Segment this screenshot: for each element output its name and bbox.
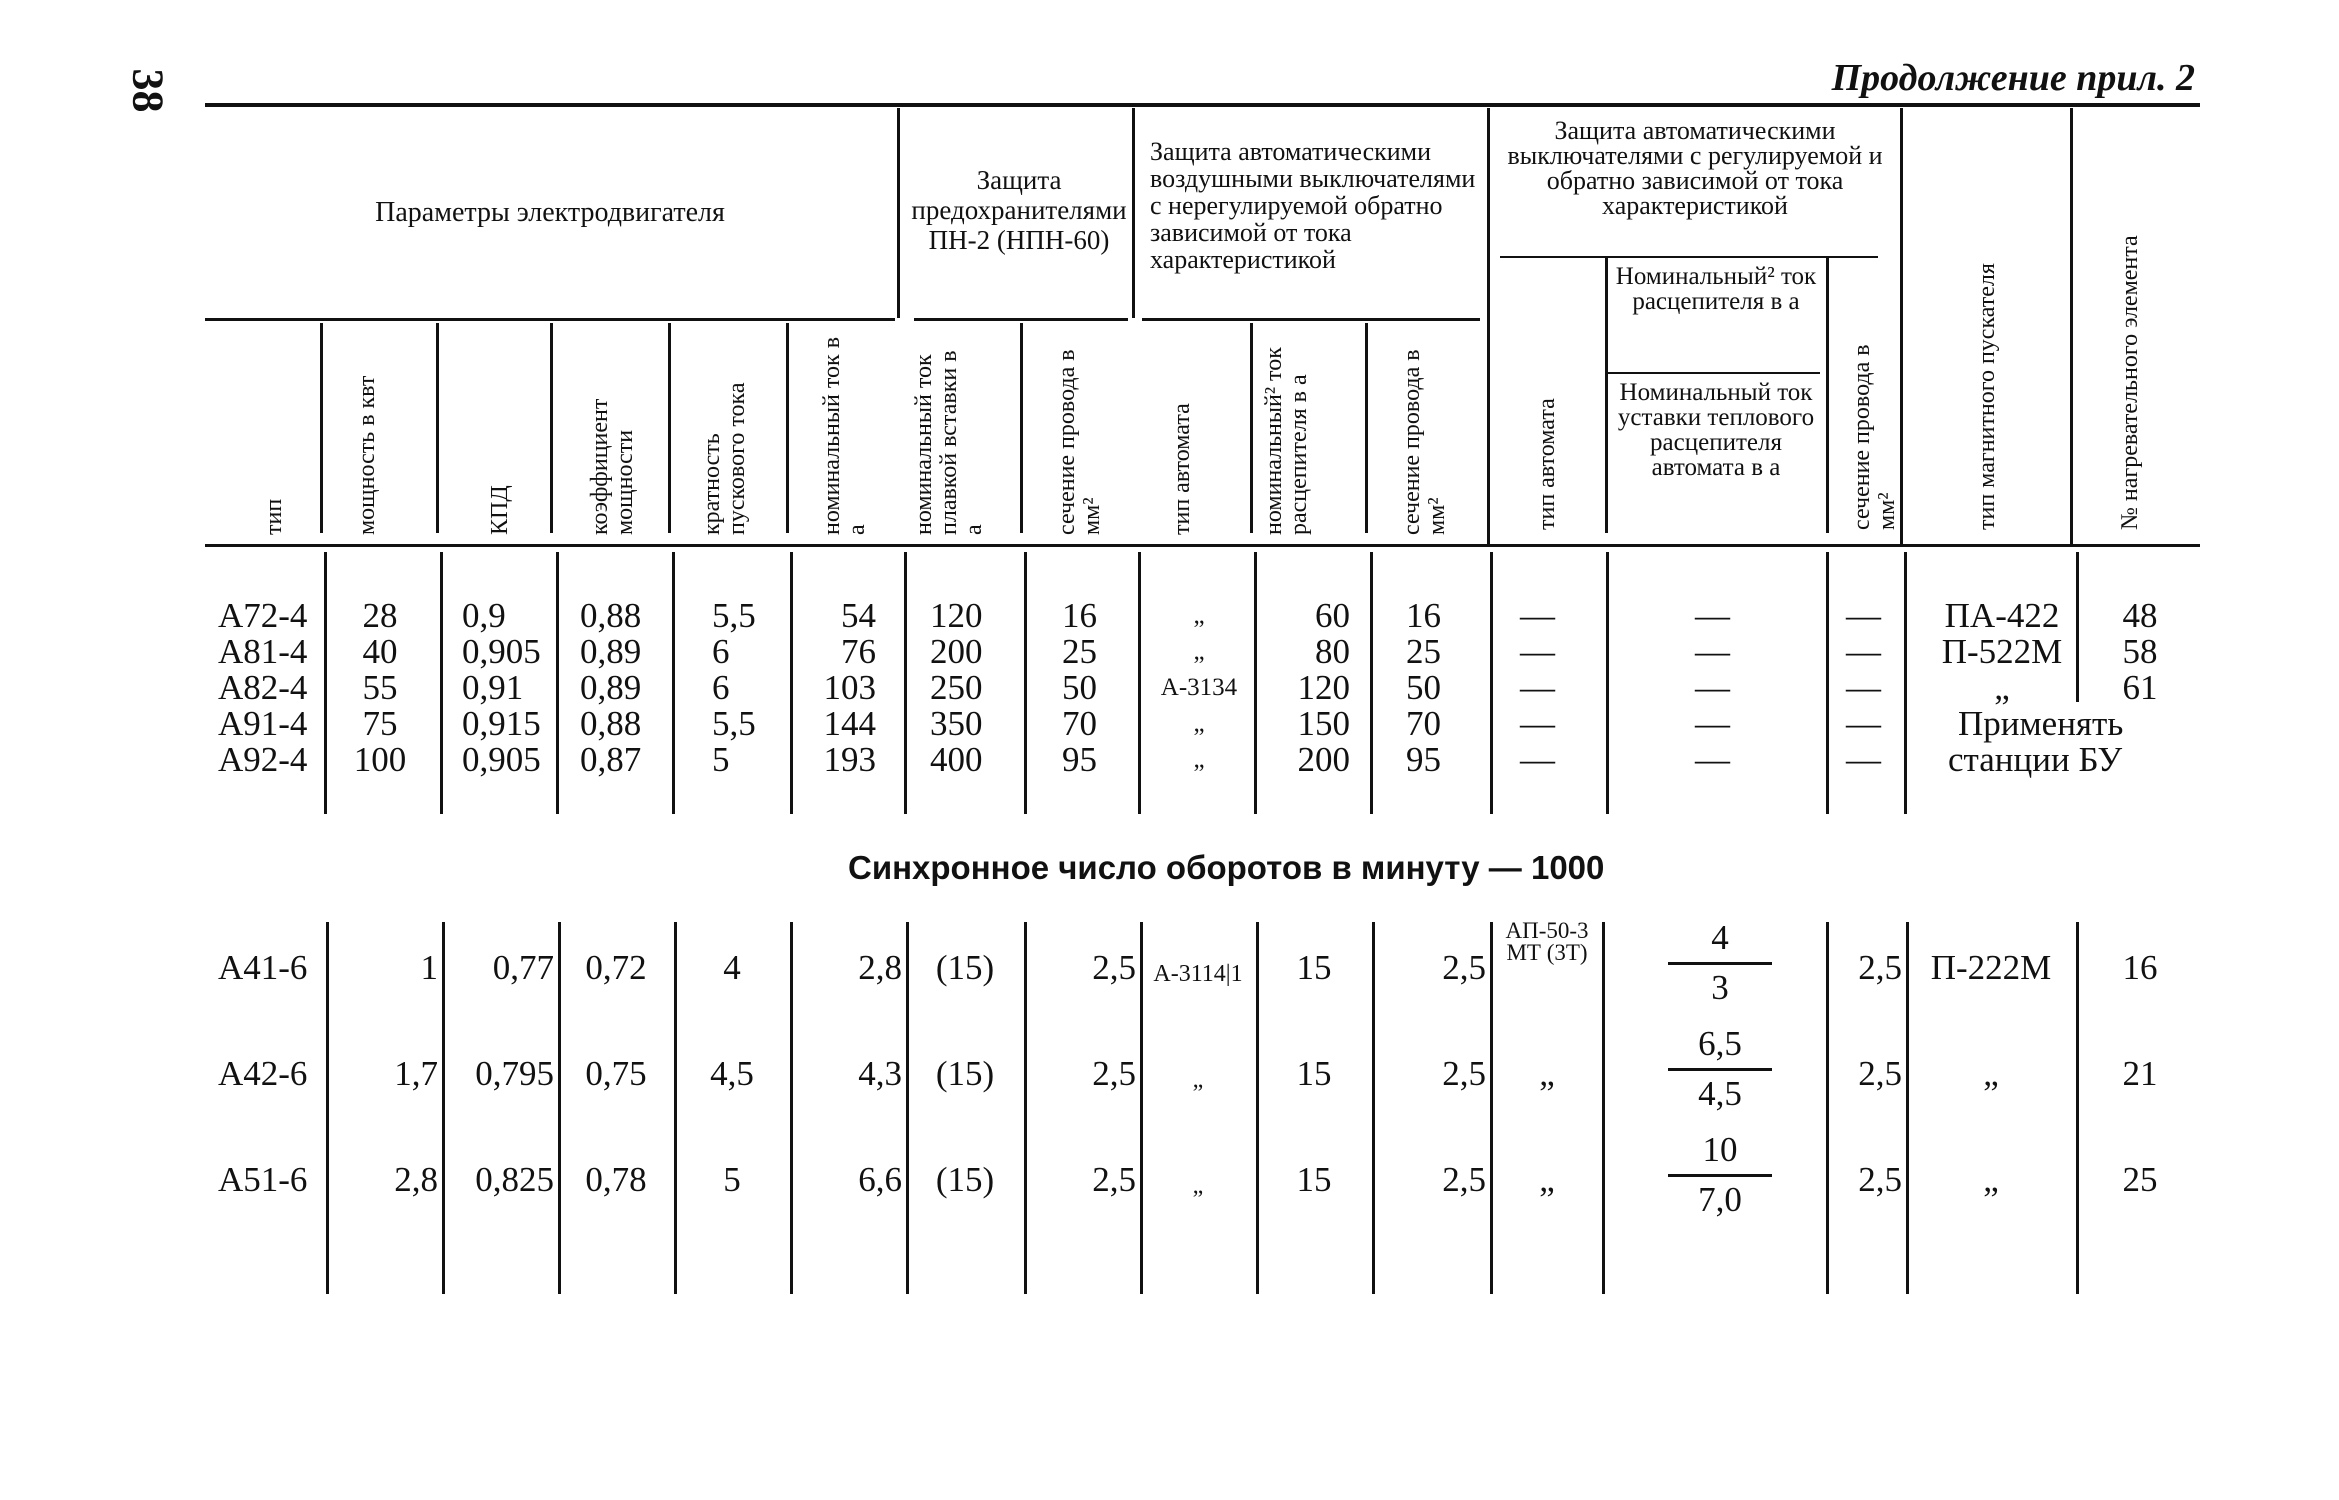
s1-adj-wire-dashes: — — — — — [1846, 596, 1881, 779]
s2-fraction-denominator: 3 [1711, 968, 1729, 1007]
s2-starter-cell: П-222М [1930, 948, 2052, 987]
s1-sep-11 [1490, 552, 1493, 814]
s1-sep-14 [1904, 552, 1907, 814]
s1-sep-12 [1606, 552, 1609, 814]
s2-type-cell: А42-6 [218, 1054, 308, 1093]
s1-rated-current: 54 76 103 144 193 [823, 596, 876, 779]
s2-power-cell: 2,8 [394, 1160, 438, 1199]
s2-adj-wire-cell: 2,5 [1858, 948, 1902, 987]
s2-pf-cell: 0,78 [585, 1160, 647, 1199]
breaker-group-title: Защита автоматическими воздушными выключателями с нерегулируемой обратно зависимой от тока характеристикой [1150, 137, 1476, 274]
s2-sep-13 [1826, 922, 1829, 1294]
s1-start-ratio: 5,5 6 6 5,5 5 [712, 596, 756, 779]
s2-heater-cell: 21 [2122, 1054, 2158, 1093]
s2-fuse-cell: (15) [935, 1054, 995, 1093]
s2-adj-wire-cell: 2,5 [1858, 1054, 1902, 1093]
s2-adj-wire-cell: 2,5 [1858, 1160, 1902, 1199]
col-start-ratio: кратность пускового тока [699, 382, 750, 535]
s2-fuse-wire-cell: 2,5 [1092, 1160, 1136, 1199]
s2-fraction-denominator: 4,5 [1698, 1074, 1742, 1113]
s2-sep-1 [326, 922, 329, 1294]
s2-brk-current-cell: 15 [1296, 1160, 1332, 1199]
col-starter: тип магнитного пускателя [1974, 263, 2000, 530]
motor-group-rule [205, 318, 895, 321]
s1-note-line1: Применять [1958, 704, 2124, 743]
s1-adj-type-dashes: — — — — — [1520, 596, 1555, 779]
s2-power-cell: 1,7 [394, 1054, 438, 1093]
col-power: мощность в квт [354, 375, 380, 535]
s1-breaker-type: „ „ А-3134 „ „ [1160, 602, 1238, 773]
col-type: тип [261, 498, 287, 535]
s1-types: А72-4 А81-4 А82-4 А91-4 А92-4 [218, 596, 308, 779]
s1-sep-15 [2076, 552, 2079, 702]
s2-fuse-wire-cell: 2,5 [1092, 948, 1136, 987]
s1-power: 28 40 55 75 100 [353, 596, 407, 779]
s2-brk-wire-cell: 2,5 [1442, 948, 1486, 987]
s2-start-cell: 5 [723, 1160, 741, 1199]
s2-start-cell: 4,5 [710, 1054, 754, 1093]
col-power-factor: коэффициент мощности [587, 398, 638, 535]
s2-current-cell: 4,3 [858, 1054, 902, 1093]
s1-sep-10 [1370, 552, 1373, 814]
s2-brk-current-cell: 15 [1296, 1054, 1332, 1093]
s2-fuse-cell: (15) [935, 948, 995, 987]
col-sep-h [1365, 323, 1368, 533]
s1-sep-9 [1254, 552, 1257, 814]
s1-sep-4 [672, 552, 675, 814]
s2-breaker-cell: „ [1192, 1067, 1204, 1093]
s1-sep-13 [1826, 552, 1829, 814]
col-sep-b [436, 323, 439, 533]
s1-adj-rated-dashes: — — — — — [1695, 596, 1730, 779]
s2-type-cell: А41-6 [218, 948, 308, 987]
s2-current-cell: 6,6 [858, 1160, 902, 1199]
col-breaker-current: номинальный² ток расцепителя в а [1261, 347, 1312, 535]
s2-fraction-bar [1668, 1174, 1772, 1177]
s2-start-cell: 4 [723, 948, 741, 987]
col-heater: № нагревательного элемента [2117, 235, 2143, 530]
s2-sep-15 [2076, 922, 2079, 1294]
s2-sep-5 [790, 922, 793, 1294]
col-breaker-type: тип автомата [1169, 403, 1195, 535]
hdr-sep-1 [897, 108, 900, 318]
s2-fuse-cell: (15) [935, 1160, 995, 1199]
continuation-caption: Продолжение прил. 2 [1831, 57, 2195, 99]
s2-fraction-bar [1668, 962, 1772, 965]
s2-brk-wire-cell: 2,5 [1442, 1160, 1486, 1199]
s1-breaker-current: 60 80 120 150 200 [1297, 596, 1350, 779]
col-sep-d [668, 323, 671, 533]
s2-fraction-denominator: 7,0 [1698, 1180, 1742, 1219]
s2-eff-cell: 0,825 [475, 1160, 554, 1199]
s2-sep-3 [558, 922, 561, 1294]
col-sep-i [1605, 258, 1608, 533]
s1-fuse-current: 120 200 250 350 400 [930, 596, 983, 779]
s2-sep-2 [442, 922, 445, 1294]
col-adj-type: тип автомата [1534, 398, 1560, 530]
s2-sep-14 [1906, 922, 1909, 1294]
s2-sep-6 [906, 922, 909, 1294]
col-sep-f [1020, 323, 1023, 533]
col-fuse-wire: сечение провода в мм² [1054, 349, 1105, 535]
s2-sep-12 [1602, 922, 1605, 1294]
s2-current-cell: 2,8 [858, 948, 902, 987]
s1-starter: ПА-422 П-522М „ [1941, 596, 2063, 707]
s2-fraction-numerator: 6,5 [1698, 1024, 1742, 1063]
s2-sep-7 [1024, 922, 1027, 1294]
col-sep-e [786, 323, 789, 533]
hdr-sep-2 [1132, 108, 1135, 318]
s2-heater-cell: 25 [2122, 1160, 2158, 1199]
col-sep-g [1250, 323, 1253, 533]
hdr-sep-4 [1900, 108, 1903, 544]
col-sep-a [320, 323, 323, 533]
s1-sep-7 [1024, 552, 1027, 814]
s2-brk-current-cell: 15 [1296, 948, 1332, 987]
s2-heater-cell: 16 [2122, 948, 2158, 987]
breaker-group-rule [1142, 318, 1480, 321]
s2-fraction-numerator: 10 [1702, 1130, 1738, 1169]
s1-sep-3 [556, 552, 559, 814]
s1-sep-1 [324, 552, 327, 814]
s2-pf-cell: 0,75 [585, 1054, 647, 1093]
s2-sep-10 [1372, 922, 1375, 1294]
s1-sep-6 [904, 552, 907, 814]
s2-breaker-cell: „ [1192, 1173, 1204, 1199]
s2-eff-cell: 0,795 [475, 1054, 554, 1093]
s2-adj-type-cell: АП-50-3 МТ (3Т) [1505, 918, 1589, 965]
col-efficiency: КПД [487, 485, 513, 535]
section-subtitle: Синхронное число оборотов в минуту — 1000 [848, 849, 1605, 886]
s2-adj-type-cell: „ [1539, 1054, 1555, 1093]
page-number: 38 [123, 68, 173, 113]
s1-sep-5 [790, 552, 793, 814]
col-sep-j [1826, 258, 1829, 533]
s2-breaker-cell: А-3114|1 [1153, 961, 1243, 987]
fuse-group-title: Защита предохранителями ПН-2 (НПН-60) [911, 165, 1127, 255]
s1-breaker-wire: 16 25 50 70 95 [1406, 596, 1441, 779]
hdr-sep-5 [2070, 108, 2073, 544]
s2-pf-cell: 0,72 [585, 948, 647, 987]
adj-group-rule [1500, 256, 1878, 258]
s1-note-line2: станции БУ [1948, 740, 2123, 779]
top-rule [205, 103, 2200, 107]
s2-sep-9 [1256, 922, 1259, 1294]
header-bottom-rule [205, 544, 2200, 547]
s2-starter-cell: „ [1983, 1160, 1999, 1199]
col-adj-wire: сечение провода в мм² [1849, 344, 1900, 530]
s2-fraction-numerator: 4 [1711, 918, 1729, 957]
s1-sep-8 [1138, 552, 1141, 814]
s1-power-factor: 0,88 0,89 0,89 0,88 0,87 [580, 596, 642, 779]
s2-type-cell: А51-6 [218, 1160, 308, 1199]
fuse-group-rule [914, 318, 1128, 321]
col-rated-current: номинальный ток в а [819, 336, 870, 535]
adj-inner-rule [1605, 372, 1820, 374]
col-adj-rated-top: Номинальный² ток расцепителя в а [1615, 263, 1817, 315]
motor-params-title: Параметры электродвигателя [375, 197, 725, 228]
s2-brk-wire-cell: 2,5 [1442, 1054, 1486, 1093]
s2-power-cell: 1 [420, 948, 438, 987]
s2-starter-cell: „ [1983, 1054, 1999, 1093]
s2-fuse-wire-cell: 2,5 [1092, 1054, 1136, 1093]
col-fuse-current: номинальный ток плавкой вставки в а [911, 350, 987, 535]
col-sep-c [550, 323, 553, 533]
s2-sep-11 [1490, 922, 1493, 1294]
s2-adj-type-cell: „ [1539, 1160, 1555, 1199]
s1-fuse-wire: 16 25 50 70 95 [1062, 596, 1097, 779]
s1-sep-2 [440, 552, 443, 814]
s2-sep-4 [674, 922, 677, 1294]
hdr-sep-3 [1487, 108, 1490, 544]
s1-heater: 48 58 61 [2122, 596, 2158, 707]
adj-group-title: Защита автоматическими выключателями с регулируемой и обратно зависимой от тока характеристикой [1507, 116, 1883, 220]
col-breaker-wire: сечение провода в мм² [1399, 349, 1450, 535]
s2-fraction-bar [1668, 1068, 1772, 1071]
s1-efficiency: 0,9 0,905 0,91 0,915 0,905 [462, 596, 541, 779]
col-adj-rated-bottom: Номинальный ток уставки теплового расцепителя автомата в а [1617, 379, 1815, 481]
s2-eff-cell: 0,77 [492, 948, 554, 987]
